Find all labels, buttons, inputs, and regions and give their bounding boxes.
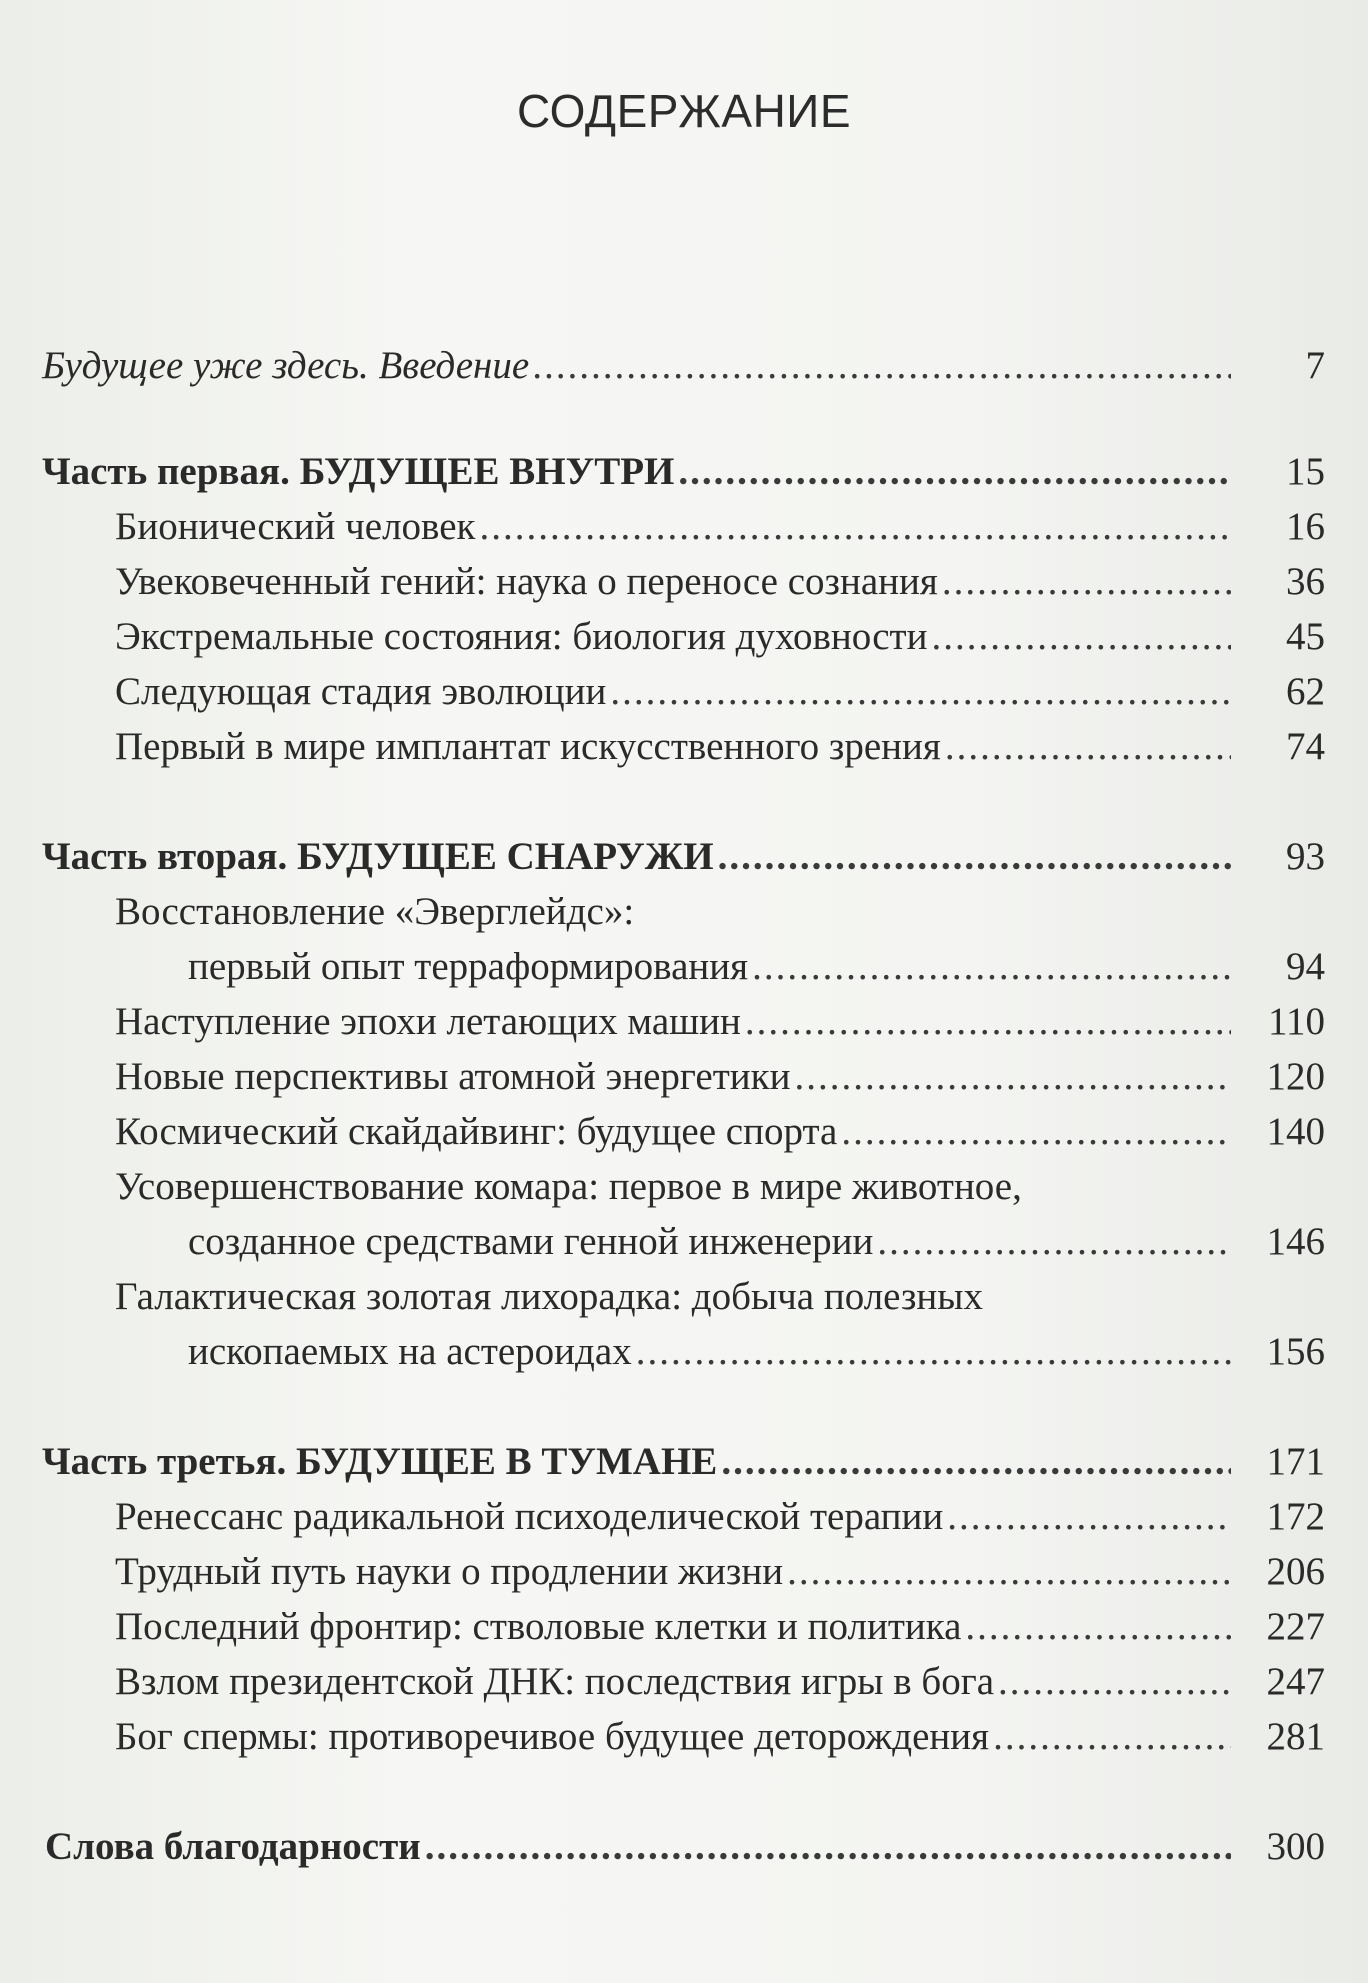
toc-entry-title: Бионический человек — [115, 505, 476, 548]
toc-page-number: 227 — [1266, 1605, 1325, 1648]
toc-page-number: 172 — [1266, 1495, 1325, 1538]
toc-entry[interactable] — [115, 1714, 1237, 1760]
leader-dots — [877, 1219, 1231, 1265]
leader-dots — [794, 1054, 1231, 1100]
leader-dots — [945, 724, 1231, 770]
toc-entry-title: Космический скайдайвинг: будущее спорта — [115, 1110, 838, 1153]
toc-page-number: 206 — [1266, 1550, 1325, 1593]
leader-dots — [745, 999, 1231, 1045]
toc-entry-title: ископаемых на астероидах — [188, 1330, 632, 1373]
toc-entry[interactable] — [188, 944, 1237, 990]
leader-dots — [841, 1109, 1231, 1155]
toc-entry-title: первый опыт терраформирования — [188, 945, 749, 988]
toc-entry[interactable] — [115, 1659, 1237, 1705]
toc-page-number: 247 — [1266, 1660, 1325, 1703]
toc-entry-title: Часть вторая. БУДУЩЕЕ СНАРУЖИ — [42, 835, 714, 878]
leader-dots — [942, 559, 1231, 605]
toc-page-number: 300 — [1266, 1825, 1325, 1868]
leader-dots — [425, 1824, 1231, 1870]
toc-entry-title: Будущее уже здесь. Введение — [42, 344, 530, 387]
toc-page-number: 45 — [1286, 615, 1325, 658]
toc-entry[interactable] — [115, 724, 1237, 770]
toc-entry-first-line: Усовершенствование комара: первое в мире животное, — [115, 1165, 1022, 1208]
toc-entry[interactable] — [115, 1549, 1237, 1595]
toc-entry-part-three[interactable] — [42, 1439, 1237, 1485]
toc-page-number: 120 — [1266, 1055, 1325, 1098]
leader-dots — [998, 1659, 1231, 1705]
toc-entry-title: Наступление эпохи летающих машин — [115, 1000, 741, 1043]
toc-page-number: 171 — [1266, 1440, 1325, 1483]
toc-entry[interactable] — [115, 504, 1237, 550]
toc-entry-title: Взлом президентской ДНК: последствия игры в бога — [115, 1660, 995, 1703]
toc-page-number: 93 — [1286, 835, 1325, 878]
toc-page-number: 94 — [1286, 945, 1325, 988]
toc-entry-title: Часть первая. БУДУЩЕЕ ВНУТРИ — [42, 450, 675, 493]
toc-page-number: 140 — [1266, 1110, 1325, 1153]
toc-entry-title: Новые перспективы атомной энергетики — [115, 1055, 791, 1098]
toc-entry-introduction[interactable] — [42, 343, 1237, 389]
leader-dots — [752, 944, 1231, 990]
toc-page-number: 281 — [1266, 1715, 1325, 1758]
toc-page-number: 7 — [1305, 344, 1325, 387]
leader-dots — [678, 449, 1231, 495]
toc-page-number: 146 — [1266, 1220, 1325, 1263]
toc-page-number: 110 — [1267, 1000, 1325, 1043]
toc-entry-title: Трудный путь науки о продлении жизни — [115, 1550, 784, 1593]
toc-entry-title: Бог спермы: противоречивое будущее деторождения — [115, 1715, 990, 1758]
toc-entry-title: Первый в мире имплантат искусственного зрения — [115, 725, 941, 768]
toc-entry-acknowledgements[interactable] — [45, 1824, 1237, 1870]
toc-entry[interactable] — [115, 559, 1237, 605]
toc-entry-part-two[interactable] — [42, 834, 1237, 880]
toc-entry[interactable] — [188, 1219, 1237, 1265]
toc-entry[interactable] — [115, 999, 1237, 1045]
leader-dots — [947, 1494, 1231, 1540]
toc-entry[interactable] — [115, 1494, 1237, 1540]
toc-entry[interactable] — [115, 614, 1237, 660]
toc-entry-title: Часть третья. БУДУЩЕЕ В ТУМАНЕ — [42, 1440, 718, 1483]
toc-entry-title: Следующая стадия эволюции — [115, 670, 607, 713]
leader-dots — [965, 1604, 1231, 1650]
toc-entry[interactable] — [115, 1109, 1237, 1155]
toc-entry-title: Экстремальные состояния: биология духовности — [115, 615, 928, 658]
toc-entry[interactable] — [188, 1329, 1237, 1375]
toc-page-number: 74 — [1286, 725, 1325, 768]
toc-entry-title: Слова благодарности — [45, 1825, 421, 1868]
leader-dots — [533, 343, 1231, 389]
toc-entry-title: Ренессанс радикальной психоделической терапии — [115, 1495, 944, 1538]
toc-entry[interactable] — [115, 1604, 1237, 1650]
leader-dots — [787, 1549, 1231, 1595]
leader-dots — [636, 1329, 1231, 1375]
leader-dots — [721, 1439, 1231, 1485]
leader-dots — [479, 504, 1231, 550]
toc-entry-title: созданное средствами генной инженерии — [188, 1220, 874, 1263]
toc-entry[interactable] — [115, 669, 1237, 715]
leader-dots — [610, 669, 1231, 715]
toc-entry-first-line: Восстановление «Эверглейдс»: — [115, 890, 635, 933]
toc-page-number: 62 — [1286, 670, 1325, 713]
toc-entry-first-line: Галактическая золотая лихорадка: добыча полезных — [115, 1275, 983, 1318]
toc-entry-part-one[interactable] — [42, 449, 1237, 495]
toc-entry-title: Увековеченный гений: наука о переносе сознания — [115, 560, 938, 603]
toc-entry-title: Последний фронтир: стволовые клетки и политика — [115, 1605, 962, 1648]
toc-page-number: 16 — [1286, 505, 1325, 548]
toc-page-number: 36 — [1286, 560, 1325, 603]
leader-dots — [993, 1714, 1231, 1760]
leader-dots — [718, 834, 1231, 880]
leader-dots — [931, 614, 1231, 660]
toc-title: СОДЕРЖАНИЕ — [516, 85, 852, 137]
toc-page-number: 15 — [1286, 450, 1325, 493]
toc-entry[interactable] — [115, 1054, 1237, 1100]
toc-page-number: 156 — [1266, 1330, 1325, 1373]
